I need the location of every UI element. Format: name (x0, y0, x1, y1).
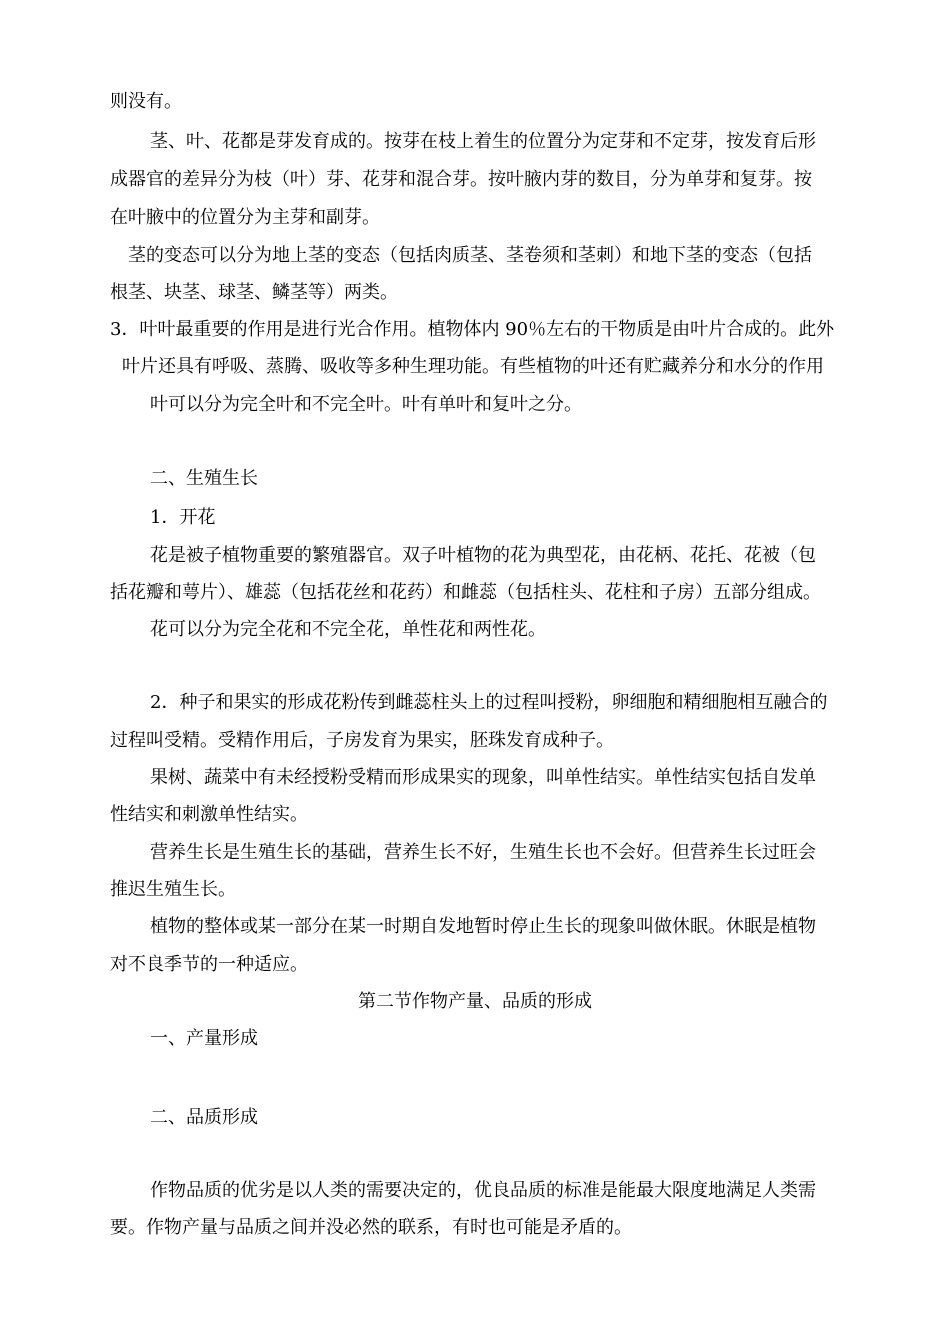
text-line: 在叶腋中的位置分为主芽和副芽。 (110, 207, 380, 228)
text-line: 过程叫受精。受精作用后，子房发育为果实，胚珠发育成种子。 (110, 730, 614, 751)
text-line: 植物的整体或某一部分在某一时期自发地暂时停止生长的现象叫做休眠。休眠是植物 (150, 916, 816, 937)
text-line: 2．种子和果实的形成花粉传到雌蕊柱头上的过程叫授粉，卵细胞和精细胞相互融合的 (150, 692, 828, 713)
text-line: 花是被子植物重要的繁殖器官。双子叶植物的花为典型花，由花柄、花托、花被（包 (150, 545, 816, 566)
text-line: 营养生长是生殖生长的基础，营养生长不好，生殖生长也不会好。但营养生长过旺会 (150, 842, 816, 863)
text-line: 叶可以分为完全叶和不完全叶。叶有单叶和复叶之分。 (150, 394, 582, 415)
section-heading: 二、品质形成 (150, 1107, 258, 1128)
text-line: 果树、蔬菜中有未经授粉受精而形成果实的现象，叫单性结实。单性结实包括自发单 (150, 767, 816, 788)
text-line: 则没有。 (110, 91, 182, 112)
text-line: 括花瓣和萼片）、雄蕊（包括花丝和花药）和雌蕊（包括柱头、花柱和子房）五部分组成。 (110, 582, 821, 603)
text-line: 根茎、块茎、球茎、鳞茎等）两类。 (110, 282, 398, 303)
text-line: 作物品质的优劣是以人类的需要决定的，优良品质的标准是能最大限度地满足人类需 (150, 1180, 816, 1201)
text-line: 茎、叶、花都是芽发育成的。按芽在枝上着生的位置分为定芽和不定芽，按发育后形 (150, 131, 816, 152)
text-line: 茎的变态可以分为地上茎的变态（包括肉质茎、茎卷须和茎刺）和地下茎的变态（包括 (128, 245, 812, 266)
subsection-heading: 1．开花 (150, 507, 216, 528)
text-line: 性结实和刺激单性结实。 (110, 804, 308, 825)
section-heading: 二、生殖生长 (150, 468, 258, 489)
text-line: 成器官的差异分为枝（叶）芽、花芽和混合芽。按叶腋内芽的数目，分为单芽和复芽。按 (110, 169, 812, 190)
text-line: 要。作物产量与品质之间并没必然的联系，有时也可能是矛盾的。 (110, 1217, 632, 1238)
text-line: 推迟生殖生长。 (110, 879, 236, 900)
text-line: 对不良季节的一种适应。 (110, 954, 308, 975)
text-line: 3．叶叶最重要的作用是进行光合作用。植物体内 90％左右的干物质是由叶片合成的。此外 (110, 319, 835, 340)
text-line: 花可以分为完全花和不完全花，单性花和两性花。 (150, 619, 546, 640)
section-title: 第二节作物产量、品质的形成 (358, 991, 592, 1012)
text-line: 叶片还具有呼吸、蒸腾、吸收等多种生理功能。有些植物的叶还有贮藏养分和水分的作用 (122, 356, 824, 377)
section-heading: 一、产量形成 (150, 1028, 258, 1049)
